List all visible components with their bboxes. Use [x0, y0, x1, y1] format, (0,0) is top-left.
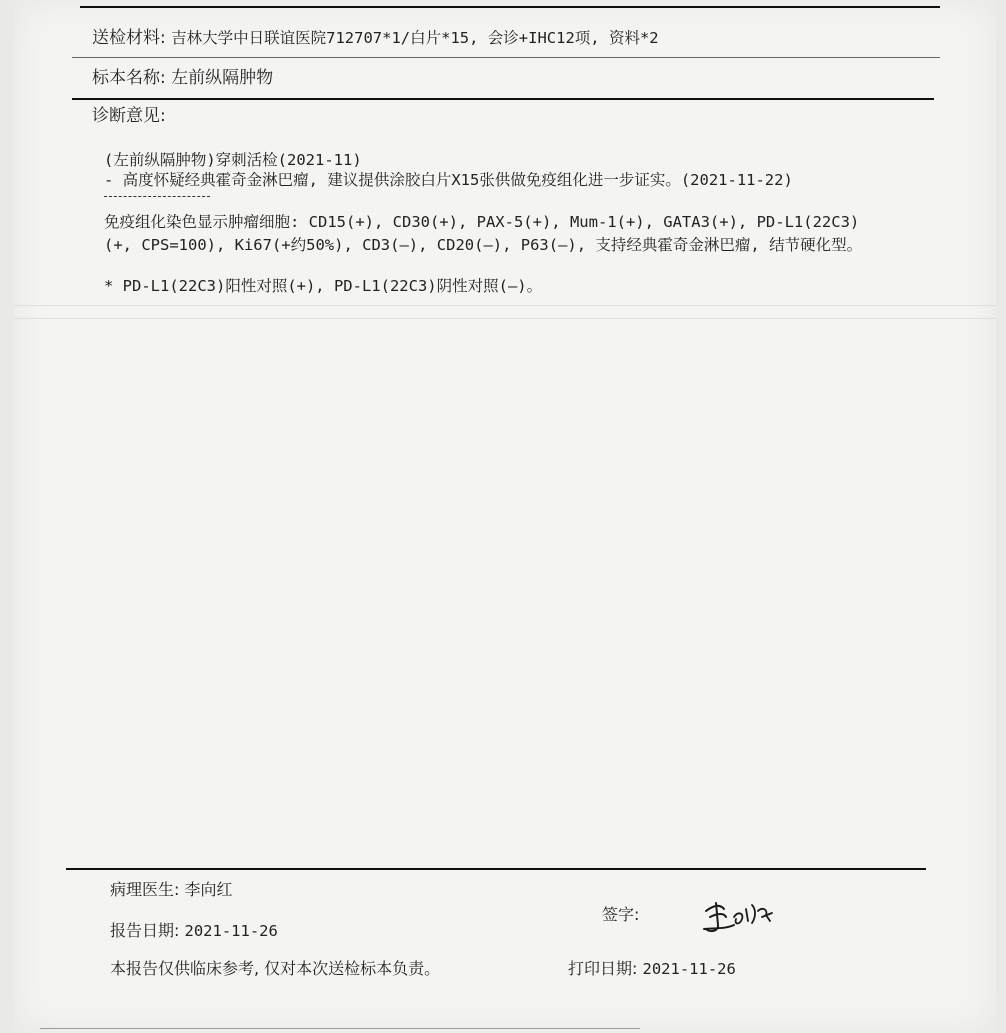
doctor-row	[110, 880, 233, 900]
material-label: 送检材料:	[92, 28, 166, 48]
doctor-label: 病理医生:	[110, 880, 180, 899]
print-date-row	[568, 959, 736, 979]
specimen-label: 标本名称:	[92, 68, 166, 88]
paper-fold	[14, 318, 996, 319]
specimen-value: 左前纵隔肿物	[171, 68, 274, 88]
material-value: 吉林大学中日联谊医院712707*1/白片*15, 会诊+IHC12项, 资料*2	[171, 29, 659, 47]
ihc-line-2: (+, CPS=100), Ki67(+约50%), CD3(—), CD20(—), P63(—), 支持经典霍奇金淋巴瘤, 结节硬化型。	[104, 236, 863, 254]
diagnosis-heading: 诊断意见:	[92, 106, 166, 126]
doctor-name: 李向红	[184, 880, 233, 899]
footer-divider	[66, 868, 926, 870]
control-line: * PD-L1(22C3)阳性对照(+), PD-L1(22C3)阴性对照(—)。	[104, 277, 543, 295]
report-date-label: 报告日期:	[110, 921, 180, 940]
handwritten-signature	[700, 895, 780, 937]
print-date-label: 打印日期:	[568, 959, 638, 978]
header-divider	[72, 57, 940, 58]
disclaimer: 本报告仅供临床参考, 仅对本次送检标本负责。	[110, 959, 441, 978]
prelim-line: - 高度怀疑经典霍奇金淋巴瘤, 建议提供涂胶白片X15张供做免疫组化进一步证实。(2021-11-22)	[104, 171, 793, 189]
report-date-row	[110, 921, 278, 941]
dashed-separator	[104, 196, 210, 197]
paper-fold	[14, 305, 996, 306]
print-date: 2021-11-26	[642, 960, 736, 978]
ihc-line-1: 免疫组化染色显示肿瘤细胞: CD15(+), CD30(+), PAX-5(+), Mum-1(+), GATA3(+), PD-L1(22C3)	[104, 213, 860, 231]
specimen-row	[92, 68, 273, 88]
signature-label: 签字:	[602, 905, 640, 924]
bottom-edge	[40, 1028, 640, 1029]
section-divider	[72, 98, 934, 100]
report-date: 2021-11-26	[184, 922, 278, 940]
material-row	[92, 28, 659, 48]
biopsy-line: (左前纵隔肿物)穿刺活检(2021-11)	[104, 151, 362, 169]
top-rule	[80, 6, 940, 8]
